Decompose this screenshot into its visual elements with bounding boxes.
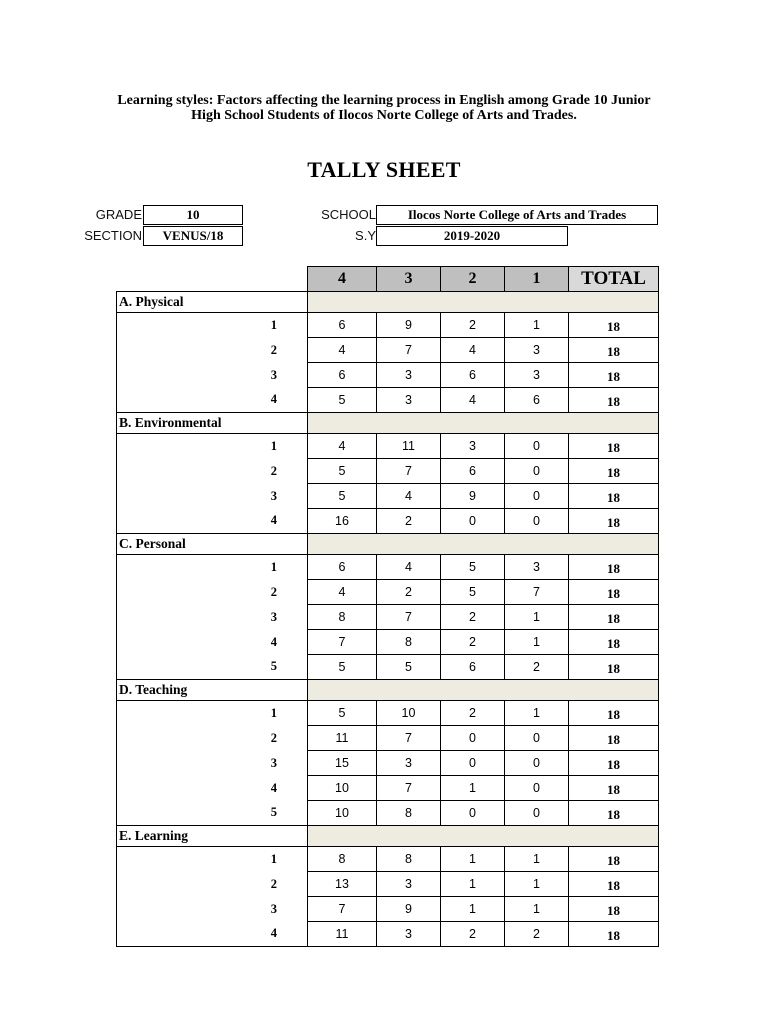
row-number: 4 xyxy=(117,776,308,801)
tally-cell: 7 xyxy=(308,897,377,922)
row-total: 18 xyxy=(569,313,659,338)
table-row xyxy=(117,897,659,922)
tally-cell: 8 xyxy=(377,847,441,872)
school-value: Ilocos Norte College of Arts and Trades xyxy=(376,205,658,225)
table-row xyxy=(117,605,659,630)
tally-cell: 4 xyxy=(308,434,377,459)
table-row xyxy=(117,509,659,534)
row-total: 18 xyxy=(569,776,659,801)
tally-cell: 11 xyxy=(377,434,441,459)
row-number: 5 xyxy=(117,801,308,826)
tally-cell: 7 xyxy=(377,459,441,484)
row-total: 18 xyxy=(569,388,659,413)
table-row xyxy=(117,388,659,413)
table-row xyxy=(117,847,659,872)
table-row xyxy=(117,313,659,338)
row-total: 18 xyxy=(569,338,659,363)
table-row xyxy=(117,459,659,484)
row-number: 1 xyxy=(117,847,308,872)
sy-value: 2019-2020 xyxy=(376,226,568,246)
row-total: 18 xyxy=(569,580,659,605)
section-row xyxy=(117,292,659,313)
tally-cell: 0 xyxy=(441,801,505,826)
tally-cell: 5 xyxy=(308,701,377,726)
row-total: 18 xyxy=(569,701,659,726)
tally-cell: 2 xyxy=(377,580,441,605)
row-number: 2 xyxy=(117,338,308,363)
tally-cell: 8 xyxy=(377,630,441,655)
row-number: 1 xyxy=(117,701,308,726)
table-row xyxy=(117,726,659,751)
tally-cell: 7 xyxy=(377,726,441,751)
column-header-2: 2 xyxy=(441,267,505,292)
tally-cell: 5 xyxy=(308,484,377,509)
tally-cell: 10 xyxy=(308,801,377,826)
section-value: VENUS/18 xyxy=(143,226,243,246)
row-total: 18 xyxy=(569,726,659,751)
tally-cell: 4 xyxy=(377,555,441,580)
tally-cell: 4 xyxy=(308,338,377,363)
row-number: 2 xyxy=(117,726,308,751)
tally-cell: 6 xyxy=(441,459,505,484)
tally-cell: 3 xyxy=(505,363,569,388)
tally-cell: 8 xyxy=(308,847,377,872)
row-total: 18 xyxy=(569,655,659,680)
tally-cell: 16 xyxy=(308,509,377,534)
row-total: 18 xyxy=(569,922,659,947)
table-row xyxy=(117,701,659,726)
row-number: 2 xyxy=(117,580,308,605)
table-row xyxy=(117,434,659,459)
table-header-row xyxy=(117,267,659,292)
section-label: SECTION xyxy=(84,228,142,243)
row-total: 18 xyxy=(569,897,659,922)
column-header-1: 1 xyxy=(505,267,569,292)
document-subtitle xyxy=(40,93,728,123)
column-header-3: 3 xyxy=(377,267,441,292)
row-total: 18 xyxy=(569,847,659,872)
row-total: 18 xyxy=(569,363,659,388)
tally-cell: 1 xyxy=(505,605,569,630)
tally-cell: 7 xyxy=(505,580,569,605)
tally-cell: 1 xyxy=(505,872,569,897)
tally-cell: 1 xyxy=(441,897,505,922)
row-total: 18 xyxy=(569,434,659,459)
tally-cell: 6 xyxy=(308,363,377,388)
table-row xyxy=(117,655,659,680)
tally-cell: 6 xyxy=(441,655,505,680)
section-name: B. Environmental xyxy=(117,413,308,434)
tally-cell: 1 xyxy=(505,897,569,922)
tally-cell: 11 xyxy=(308,726,377,751)
row-total: 18 xyxy=(569,801,659,826)
tally-cell: 1 xyxy=(505,701,569,726)
tally-cell: 5 xyxy=(441,580,505,605)
tally-cell: 2 xyxy=(441,922,505,947)
tally-cell: 1 xyxy=(505,847,569,872)
tally-table xyxy=(116,266,659,947)
tally-cell: 7 xyxy=(308,630,377,655)
tally-cell: 13 xyxy=(308,872,377,897)
tally-cell: 3 xyxy=(377,751,441,776)
row-total: 18 xyxy=(569,751,659,776)
tally-cell: 3 xyxy=(505,555,569,580)
tally-cell: 0 xyxy=(441,726,505,751)
row-total: 18 xyxy=(569,484,659,509)
tally-cell: 15 xyxy=(308,751,377,776)
row-total: 18 xyxy=(569,872,659,897)
column-header-total: TOTAL xyxy=(569,267,659,292)
tally-cell: 11 xyxy=(308,922,377,947)
table-row xyxy=(117,801,659,826)
tally-cell: 3 xyxy=(377,922,441,947)
tally-cell: 4 xyxy=(377,484,441,509)
tally-cell: 1 xyxy=(441,872,505,897)
tally-cell: 9 xyxy=(441,484,505,509)
row-number: 5 xyxy=(117,655,308,680)
row-total: 18 xyxy=(569,605,659,630)
row-number: 2 xyxy=(117,459,308,484)
subtitle-line-2: High School Students of Ilocos Norte College of Arts and Trades. xyxy=(191,108,577,123)
row-total: 18 xyxy=(569,459,659,484)
tally-cell: 0 xyxy=(441,509,505,534)
row-number: 3 xyxy=(117,751,308,776)
section-name: A. Physical xyxy=(117,292,308,313)
row-total: 18 xyxy=(569,509,659,534)
row-number: 3 xyxy=(117,363,308,388)
tally-cell: 9 xyxy=(377,897,441,922)
table-row xyxy=(117,776,659,801)
table-row xyxy=(117,872,659,897)
tally-cell: 4 xyxy=(441,388,505,413)
tally-cell: 1 xyxy=(505,630,569,655)
tally-cell: 0 xyxy=(505,726,569,751)
row-number: 2 xyxy=(117,872,308,897)
tally-cell: 6 xyxy=(308,555,377,580)
tally-cell: 5 xyxy=(377,655,441,680)
tally-cell: 4 xyxy=(441,338,505,363)
table-row xyxy=(117,751,659,776)
tally-cell: 1 xyxy=(441,847,505,872)
tally-cell: 0 xyxy=(505,434,569,459)
section-fill xyxy=(308,826,659,847)
tally-cell: 0 xyxy=(505,484,569,509)
section-name: E. Learning xyxy=(117,826,308,847)
row-number: 4 xyxy=(117,388,308,413)
section-row xyxy=(117,826,659,847)
row-number: 4 xyxy=(117,922,308,947)
tally-cell: 2 xyxy=(377,509,441,534)
section-fill xyxy=(308,534,659,555)
sy-label: S.Y xyxy=(355,228,376,243)
tally-cell: 10 xyxy=(308,776,377,801)
row-number: 4 xyxy=(117,630,308,655)
section-name: D. Teaching xyxy=(117,680,308,701)
row-total: 18 xyxy=(569,630,659,655)
table-row xyxy=(117,555,659,580)
table-row xyxy=(117,630,659,655)
tally-cell: 7 xyxy=(377,605,441,630)
tally-cell: 0 xyxy=(505,776,569,801)
section-row xyxy=(117,680,659,701)
tally-cell: 3 xyxy=(441,434,505,459)
row-total: 18 xyxy=(569,555,659,580)
tally-cell: 3 xyxy=(377,388,441,413)
table-row xyxy=(117,363,659,388)
tally-cell: 5 xyxy=(308,459,377,484)
table-row xyxy=(117,922,659,947)
section-fill xyxy=(308,413,659,434)
tally-cell: 8 xyxy=(308,605,377,630)
tally-cell: 3 xyxy=(377,872,441,897)
column-header-4: 4 xyxy=(308,267,377,292)
tally-cell: 3 xyxy=(377,363,441,388)
tally-cell: 5 xyxy=(308,655,377,680)
tally-cell: 1 xyxy=(441,776,505,801)
table-row xyxy=(117,484,659,509)
grade-label: GRADE xyxy=(95,207,142,222)
tally-cell: 2 xyxy=(505,922,569,947)
tally-cell: 0 xyxy=(441,751,505,776)
tally-cell: 7 xyxy=(377,776,441,801)
row-number: 1 xyxy=(117,555,308,580)
row-number: 3 xyxy=(117,484,308,509)
school-label: SCHOOL xyxy=(321,207,376,222)
tally-cell: 0 xyxy=(505,751,569,776)
section-fill xyxy=(308,680,659,701)
row-number: 3 xyxy=(117,897,308,922)
tally-cell: 6 xyxy=(505,388,569,413)
row-number: 4 xyxy=(117,509,308,534)
header-blank-cell xyxy=(117,267,308,292)
row-number: 1 xyxy=(117,313,308,338)
tally-cell: 2 xyxy=(441,630,505,655)
tally-cell: 3 xyxy=(505,338,569,363)
row-number: 3 xyxy=(117,605,308,630)
tally-cell: 5 xyxy=(308,388,377,413)
tally-cell: 7 xyxy=(377,338,441,363)
tally-cell: 6 xyxy=(308,313,377,338)
section-row xyxy=(117,534,659,555)
table-row xyxy=(117,580,659,605)
tally-cell: 2 xyxy=(441,313,505,338)
tally-cell: 6 xyxy=(441,363,505,388)
tally-cell: 2 xyxy=(441,701,505,726)
tally-cell: 0 xyxy=(505,509,569,534)
section-row xyxy=(117,413,659,434)
tally-cell: 9 xyxy=(377,313,441,338)
tally-cell: 10 xyxy=(377,701,441,726)
tally-cell: 2 xyxy=(505,655,569,680)
tally-cell: 4 xyxy=(308,580,377,605)
page-title: TALLY SHEET xyxy=(307,157,461,182)
tally-cell: 1 xyxy=(505,313,569,338)
subtitle-line-1: Learning styles: Factors affecting the learning process in English among Grade 10 Junior xyxy=(117,93,651,108)
tally-cell: 5 xyxy=(441,555,505,580)
table-row xyxy=(117,338,659,363)
tally-cell: 0 xyxy=(505,459,569,484)
tally-cell: 2 xyxy=(441,605,505,630)
row-number: 1 xyxy=(117,434,308,459)
section-name: C. Personal xyxy=(117,534,308,555)
section-fill xyxy=(308,292,659,313)
grade-value: 10 xyxy=(143,205,243,225)
tally-cell: 8 xyxy=(377,801,441,826)
tally-cell: 0 xyxy=(505,801,569,826)
